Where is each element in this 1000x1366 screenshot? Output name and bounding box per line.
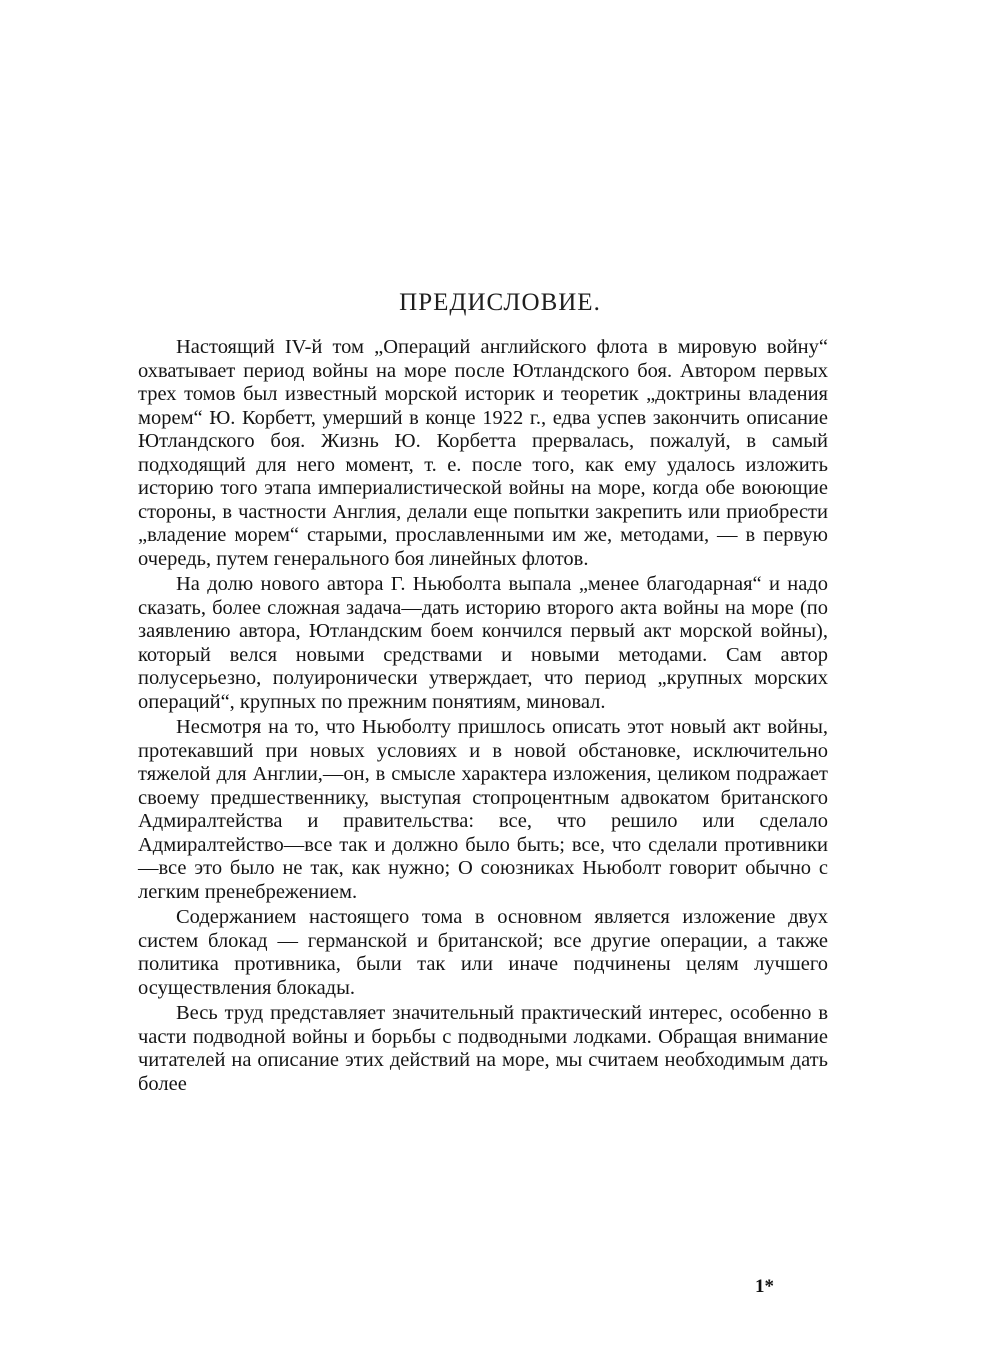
page-title: ПРЕДИСЛОВИЕ. — [399, 289, 601, 316]
paragraph-5: Весь труд представляет значительный практический интерес, особенно в части подводной войны и борьбы с подводными лодками. Обращая внимание читателей на описание этих действий на море, мы считаем необходимым дать более — [138, 1002, 828, 1095]
paragraph-4: Содержанием настоящего тома в основном является изложение двух систем блокад — германской и британской; все другие операции, а также политика противника, были так или иначе подчинены целям лучшего осуществления блокады. — [138, 906, 828, 999]
paragraph-3: Несмотря на то, что Ньюболту пришлось описать этот новый акт войны, протекавший при новых условиях и в новой обстановке, исключительно тяжелой для Англии,—он, в смысле характера изложения, целиком подражает своему предшественнику, выступая стопроцентным адвокатом британского Адмиралтейства и правительства: все, что решило или сделало Адмиралтейство—все так и должно было быть; все, что сделали противники—все это было не так, как нужно; О союзниках Ньюболт говорит обычно с легким пренебрежением. — [138, 716, 828, 903]
preface-body — [138, 336, 828, 1096]
paragraph-2: На долю нового автора Г. Ньюболта выпала „менее благодарная“ и надо сказать, более сложная задача—дать историю второго акта войны на море (по заявлению автора, Ютландским боем кончился первый акт морской войны), который велся новыми средствами и новыми методами. Сам автор полусерьезно, полуиронически утверждает, что период „крупных морских операций“, крупных по прежним понятиям, миновал. — [138, 573, 828, 713]
paragraph-1: Настоящий IV-й том „Операций английского флота в мировую войну“ охватывает период войны на море после Ютландского боя. Автором первых трех томов был известный морской историк и теоретик „доктрины владения морем“ Ю. Корбетт, умерший в конце 1922 г., едва успев закончить описание Ютландского боя. Жизнь Ю. Корбетта прервалась, пожалуй, в самый подходящий для него момент, т. е. после того, как ему удалось изложить историю того этапа империалистической войны на море, когда обе воюющие стороны, в частности Англия, делали еще попытки закрепить или приобрести „владение морем“ старыми, прославленными им же, методами, — в первую очередь, путем генерального боя линейных флотов. — [138, 336, 828, 570]
page-number: 1* — [755, 1276, 774, 1297]
